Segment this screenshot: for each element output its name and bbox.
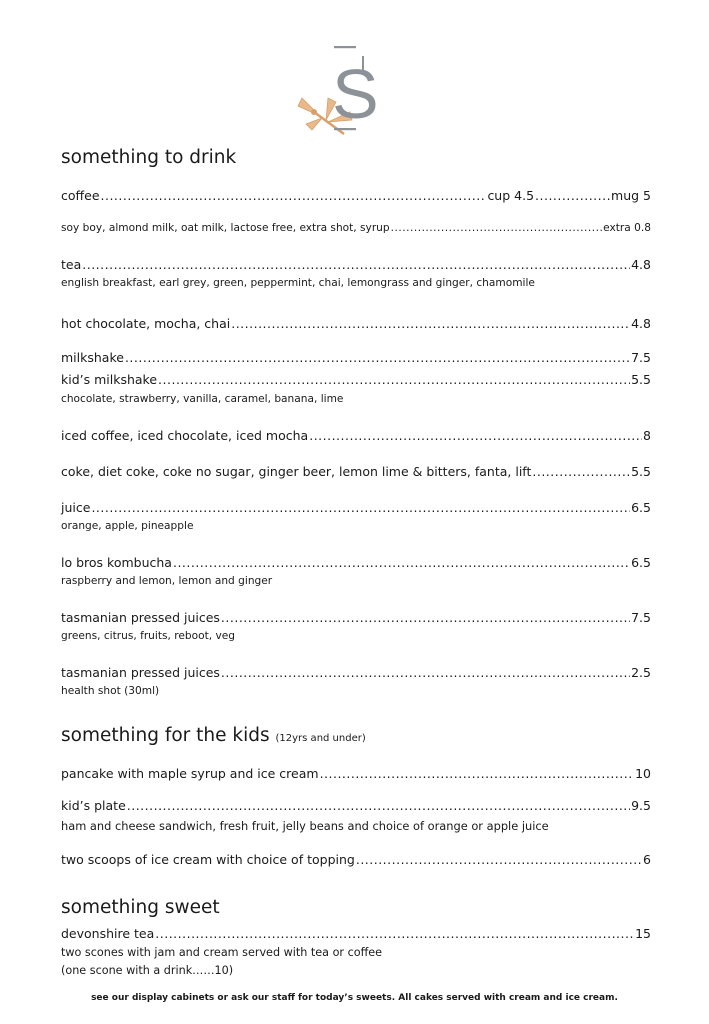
item-price: 10 (635, 766, 651, 781)
item-price: 6.5 (631, 555, 651, 570)
menu-item-pressed-juices-shot (61, 665, 651, 680)
item-name: lo bros kombucha (61, 555, 172, 570)
item-price: 5.5 (631, 464, 651, 479)
item-name: juice (61, 500, 91, 515)
item-price: 15 (635, 926, 651, 941)
item-price: 7.5 (631, 610, 651, 625)
item-name: milkshake (61, 350, 124, 365)
menu-item-extras (61, 222, 651, 234)
menu-item-devonshire-tea (61, 926, 651, 941)
item-price-mug: mug 5 (611, 188, 651, 203)
item-price: 8 (643, 428, 651, 443)
item-price: 5.5 (631, 372, 651, 387)
item-name: iced coffee, iced chocolate, iced mocha (61, 428, 309, 443)
item-price: 7.5 (631, 350, 651, 365)
item-price: extra 0.8 (603, 222, 651, 234)
item-description: health shot (30ml) (61, 685, 160, 697)
item-name: tasmanian pressed juices (61, 665, 220, 680)
section-subtitle: (12yrs and under) (275, 733, 366, 744)
item-price-cup: cup 4.5 (487, 188, 535, 203)
cafe-logo (292, 40, 392, 160)
menu-item-juice (61, 500, 651, 515)
menu-item-milkshake (61, 350, 651, 365)
item-name: tea (61, 257, 82, 272)
section-title-sweet: something sweet (61, 897, 220, 918)
item-name: hot chocolate, mocha, chai (61, 316, 231, 331)
item-price: 2.5 (631, 665, 651, 680)
item-price: 6 (643, 852, 651, 867)
item-name: pancake with maple syrup and ice cream (61, 766, 319, 781)
item-name: kid’s plate (61, 798, 126, 813)
menu-item-ice-cream (61, 852, 651, 867)
item-price: 4.8 (631, 257, 651, 272)
item-name: tasmanian pressed juices (61, 610, 220, 625)
section-title-kids (61, 725, 366, 746)
menu-item-kombucha (61, 555, 651, 570)
section-title-drink: something to drink (61, 147, 237, 168)
item-name: two scoops of ice cream with choice of topping (61, 852, 355, 867)
item-price: 6.5 (631, 500, 651, 515)
menu-item-iced (61, 428, 651, 443)
item-name: coke, diet coke, coke no sugar, ginger beer, lemon lime & bitters, fanta, lift (61, 464, 532, 479)
s-letter-mark (332, 46, 379, 133)
menu-item-pancake (61, 766, 651, 781)
item-description: greens, citrus, fruits, reboot, veg (61, 630, 235, 642)
item-price: 4.8 (631, 316, 651, 331)
item-description: ham and cheese sandwich, fresh fruit, jelly beans and choice of orange or apple juice (61, 819, 549, 833)
item-description-note: (one scone with a drink……10) (61, 964, 234, 977)
item-name: devonshire tea (61, 926, 155, 941)
item-description: orange, apple, pineapple (61, 520, 194, 532)
item-description: chocolate, strawberry, vanilla, caramel, banana, lime (61, 393, 344, 405)
item-name: kid’s milkshake (61, 372, 158, 387)
menu-item-kids-plate (61, 798, 651, 813)
item-description: english breakfast, earl grey, green, peppermint, chai, lemongrass and ginger, chamomile (61, 277, 535, 289)
menu-item-pressed-juices (61, 610, 651, 625)
item-price: 9.5 (631, 798, 651, 813)
svg-text:S: S (332, 55, 379, 133)
footer-note: see our display cabinets or ask our staff for today’s sweets. All cakes served with cream and ice cream. (91, 993, 618, 1003)
menu-item-tea (61, 257, 651, 272)
menu-item-coffee (61, 188, 651, 203)
item-description: two scones with jam and cream served with tea or coffee (61, 946, 383, 959)
item-name: coffee (61, 188, 100, 203)
menu-item-kids-milkshake (61, 372, 651, 387)
item-description: raspberry and lemon, lemon and ginger (61, 575, 273, 587)
section-title-text: something for the kids (61, 725, 270, 746)
menu-item-soft-drinks (61, 464, 651, 479)
item-name: soy boy, almond milk, oat milk, lactose free, extra shot, syrup (61, 222, 390, 234)
menu-item-hot-chocolate (61, 316, 651, 331)
